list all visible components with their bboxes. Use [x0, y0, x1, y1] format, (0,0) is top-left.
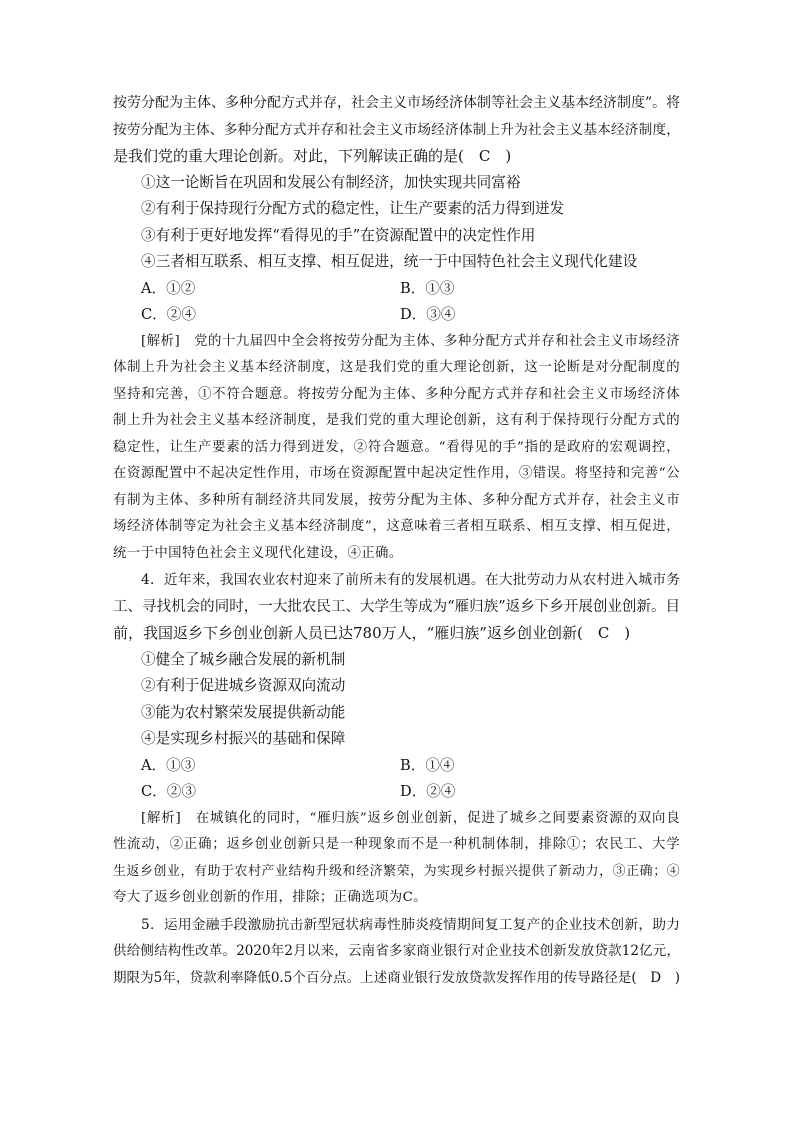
explanation-line: 生返乡创业，有助于农村产业结构升级和经济繁荣，为实现乡村振兴提供了新动力，③正确；④: [113, 863, 680, 879]
statement-option-3: ③有利于更好地发挥“看得见的手”在资源配置中的决定性作用: [141, 226, 536, 244]
explanation-line: 有制为主体、多种所有制经济共同发展，按劳分配为主体、多种分配方式并存，社会主义市: [113, 492, 680, 508]
choice-a: A．①③: [141, 756, 196, 774]
explanation-line: 制上升为社会主义基本经济制度，是我们党的重大理论创新，这有利于保持现行分配方式的: [113, 413, 680, 428]
answer-choices-row: [113, 302, 680, 329]
explanation-line: 统一于中国特色社会主义现代化建设，④正确。: [113, 545, 403, 561]
question-text-line: 工、寻找机会的同时，一大批农民工、大学生等成为“雁归族”返乡下乡开展创业创新。目: [113, 598, 680, 615]
question-5: [113, 912, 680, 992]
statement-option-3: ③能为农村繁荣发展提供新动能: [141, 703, 346, 721]
question-3: [113, 90, 680, 567]
explanation-line: 场经济体制等定为社会主义基本经济制度”，这意味着三者相互联系、相互支撑、相互促进，: [113, 519, 680, 534]
answer-choices-row: [113, 779, 680, 806]
choice-b: B．①④: [400, 756, 455, 774]
choice-a: A．①②: [141, 279, 196, 297]
question-text-line: 供给侧结构性改革。2020年2月以来，云南省多家商业银行对企业技术创新发放贷款12亿元，: [113, 943, 680, 959]
question-text-line: 期限为5年，贷款利率降低0.5个百分点。上述商业银行发放贷款发挥作用的传导路径是( D ): [113, 969, 680, 986]
choice-c: C．②③: [141, 783, 196, 800]
question-text-line: 是我们党的重大理论创新。对此，下列解读正确的是( C ): [113, 147, 512, 165]
statement-option-4: ④是实现乡村振兴的基础和保障: [141, 730, 346, 747]
choice-c: C．②④: [141, 306, 196, 323]
explanation-line: [解析] 在城镇化的同时，“雁归族”返乡创业创新，促进了城乡之间要素资源的双向良: [141, 810, 680, 826]
question-text-line: 前，我国返乡下乡创业创新人员已达780万人，“雁归族”返乡创业创新( C ): [113, 624, 631, 642]
statement-option-2: ②有利于保持现行分配方式的稳定性，让生产要素的活力得到迸发: [141, 200, 565, 217]
choice-d: D．②④: [400, 783, 456, 800]
explanation-block: [113, 806, 680, 912]
question-text-line: 4．近年来，我国农业农村迎来了前所未有的发展机遇。在大批劳动力从农村进入城市务: [141, 572, 680, 588]
statement-option-1: ①这一论断旨在巩固和发展公有制经济，加快实现共同富裕: [141, 173, 521, 191]
question-4: [113, 567, 680, 912]
question-text-line: 按劳分配为主体、多种分配方式并存，社会主义市场经济体制等社会主义基本经济制度”。将: [113, 95, 681, 111]
explanation-line: 坚持和完善，①不符合题意。将按劳分配为主体、多种分配方式并存和社会主义市场经济体: [113, 386, 680, 402]
statement-option-2: ②有利于促进城乡资源双向流动: [141, 677, 346, 694]
answer-choices-row: [113, 753, 680, 780]
question-text-line: 按劳分配为主体、多种分配方式并存和社会主义市场经济体制上升为社会主义基本经济制度，: [113, 121, 680, 138]
explanation-line: 性流动，②正确；返乡创业创新只是一种现象而不是一种机制体制，排除①；农民工、大学: [113, 837, 680, 852]
explanation-line: 在资源配置中不起决定性作用，市场在资源配置中起决定性作用，③错误。将坚持和完善“公: [113, 466, 680, 481]
explanation-line: 稳定性，让生产要素的活力得到迸发，②符合题意。“看得见的手”指的是政府的宏观调控，: [113, 439, 680, 455]
explanation-line: 夸大了返乡创业创新的作用，排除；正确选项为C。: [113, 890, 428, 905]
statement-option-1: ①健全了城乡融合发展的新机制: [141, 650, 346, 668]
explanation-line: 体制上升为社会主义基本经济制度，这是我们党的重大理论创新，这一论断是对分配制度的: [113, 360, 680, 375]
document-page: [113, 90, 680, 991]
statement-option-4: ④三者相互联系、相互支撑、相互促进，统一于中国特色社会主义现代化建设: [141, 253, 638, 270]
question-text-line: 5．运用金融手段激励抗击新型冠状病毒性肺炎疫情期间复工复产的企业技术创新，助力: [141, 916, 680, 933]
choice-b: B．①③: [400, 279, 455, 297]
explanation-line: [解析] 党的十九届四中全会将按劳分配为主体、多种分配方式并存和社会主义市场经济: [141, 333, 680, 349]
answer-choices-row: [113, 276, 680, 303]
explanation-block: [113, 329, 680, 568]
choice-d: D．③④: [400, 306, 456, 323]
